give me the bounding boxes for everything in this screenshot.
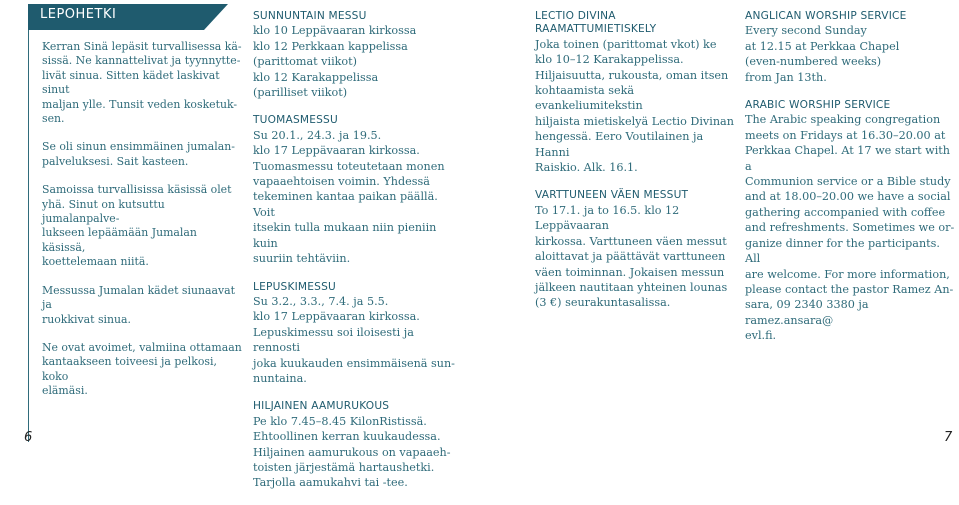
- section-heading: ARABIC WORSHIP SERVICE: [745, 99, 891, 112]
- text-line: Hiljainen aamurukous on vapaaeh-: [253, 445, 451, 459]
- section-body: [745, 112, 955, 343]
- text-line: klo 12 Karakappelissa: [253, 70, 379, 84]
- text-line: Joka toinen (parittomat vkot) ke: [535, 37, 717, 51]
- text-line: (parilliset viikot): [253, 86, 348, 100]
- text-line: sara, 09 2340 3380 ja ramez.ansara@: [745, 298, 869, 327]
- service-section: [253, 114, 463, 266]
- text-line: jälkeen nautitaan yhteinen lounas: [535, 280, 728, 294]
- text-line: klo 10 Leppävaaran kirkossa: [253, 24, 417, 38]
- text-line: kirkossa. Varttuneen väen messut: [535, 234, 727, 248]
- text-line: sissä. Ne kannattelivat ja tyynnytte-: [42, 54, 241, 68]
- text-line: toisten järjestämä hartaushetki.: [253, 460, 435, 474]
- text-line: livät sinua. Sitten kädet laskivat sinut: [42, 68, 220, 97]
- text-line: yhä. Sinut on kutsuttu jumalanpalve-: [42, 197, 165, 226]
- text-line: koettelemaan niitä.: [42, 255, 149, 269]
- section-body: [535, 37, 740, 176]
- text-line: klo 17 Leppävaaran kirkossa.: [253, 310, 420, 324]
- text-line: Raiskio. Alk. 16.1.: [535, 161, 638, 175]
- text-line: Se oli sinun ensimmäinen jumalan-: [42, 140, 235, 154]
- text-line: are welcome. For more information,: [745, 267, 950, 281]
- text-line: To 17.1. ja to 16.5. klo 12 Leppävaaran: [535, 203, 680, 233]
- text-line: The Arabic speaking congregation: [745, 113, 941, 127]
- text-line: ruokkivat sinua.: [42, 312, 131, 326]
- service-section: [253, 281, 463, 387]
- service-section: [745, 99, 955, 344]
- text-line: klo 10–12 Karakappelissa.: [535, 53, 684, 67]
- text-line: Samoissa turvallisissa käsissä olet: [42, 183, 232, 197]
- text-line: at 12.15 at Perkkaa Chapel: [745, 39, 900, 53]
- text-line: Su 20.1., 24.3. ja 19.5.: [253, 128, 382, 142]
- page-number-left: 6: [24, 430, 33, 445]
- text-line: hiljaista mietiskelyä Lectio Divinan: [535, 114, 734, 128]
- text-line: Ehtoollinen kerran kuukaudessa.: [253, 430, 441, 444]
- column-services-3: [745, 10, 955, 358]
- text-line: please contact the pastor Ramez An-: [745, 282, 954, 296]
- section-heading: HILJAINEN AAMURUKOUS: [253, 400, 390, 413]
- section-heading: LECTIO DIVINA: [535, 10, 616, 22]
- text-line: Tuomasmessu toteutetaan monen: [253, 159, 445, 173]
- text-line: itsekin tulla mukaan niin pieniin kuin: [253, 221, 437, 250]
- text-line: nuntaina.: [253, 371, 307, 385]
- text-line: evl.fi.: [745, 329, 777, 343]
- section-heading: SUNNUNTAIN MESSU: [253, 10, 367, 22]
- section-body: [253, 128, 463, 267]
- column-services-1: [253, 10, 463, 505]
- text-line: vapaaehtoisen voimin. Yhdessä: [253, 175, 430, 189]
- text-line: (even-numbered weeks): [745, 55, 882, 69]
- text-line: lukseen lepäämään Jumalan käsissä,: [42, 226, 197, 254]
- service-section: [745, 10, 955, 85]
- text-line: and at 18.00–20.00 we have a social: [745, 190, 951, 204]
- section-body: [535, 203, 740, 311]
- intro-paragraph: [42, 140, 242, 169]
- section-body: [253, 414, 463, 491]
- service-section: [253, 10, 463, 100]
- vertical-divider: [28, 30, 29, 442]
- text-line: Lepuskimessu soi iloisesti ja rennosti: [253, 325, 414, 355]
- text-line: Kerran Sinä lepäsit turvallisessa kä-: [42, 40, 242, 53]
- text-line: maljan ylle. Tunsit veden kosketuk-: [42, 97, 238, 111]
- text-line: Communion service or a Bible study: [745, 175, 951, 189]
- text-line: hengessä. Eero Voutilainen ja Hanni: [535, 130, 704, 159]
- text-line: (3 €) seurakuntasalissa.: [535, 296, 671, 310]
- text-line: Ne ovat avoimet, valmiina ottamaan: [42, 340, 242, 354]
- column-services-2: [535, 10, 740, 325]
- text-line: palveluksesi. Sait kasteen.: [42, 154, 189, 168]
- text-line: Tarjolla aamukahvi tai -tee.: [253, 476, 408, 490]
- service-section: [535, 189, 740, 310]
- text-line: kohtaamista sekä evankeliumitekstin: [535, 84, 643, 113]
- intro-paragraph: [42, 341, 242, 399]
- text-line: aloittavat ja päättävät varttuneen: [535, 250, 726, 264]
- text-line: Every second Sunday: [745, 24, 867, 38]
- text-line: Perkkaa Chapel. At 17 we start with a: [745, 144, 950, 173]
- section-body: [253, 294, 463, 386]
- text-line: Pe klo 7.45–8.45 KilonRistissä.: [253, 414, 427, 428]
- section-heading: VARTTUNEEN VÄEN MESSUT: [535, 189, 689, 202]
- text-line: and refreshments. Sometimes we or-: [745, 221, 955, 235]
- text-line: kantaakseen toiveesi ja pelkosi, koko: [42, 355, 217, 383]
- section-title: LEPOHETKI: [40, 7, 117, 22]
- section-heading: LEPUSKIMESSU: [253, 280, 336, 293]
- text-line: klo 17 Leppävaaran kirkossa.: [253, 144, 420, 158]
- text-line: Su 3.2., 3.3., 7.4. ja 5.5.: [253, 294, 389, 308]
- text-line: tekeminen kantaa paikan päällä. Voit: [253, 190, 438, 219]
- text-line: gathering accompanied with coffee: [745, 205, 946, 219]
- text-line: suuriin tehtäviin.: [253, 252, 351, 266]
- text-line: ganize dinner for the participants. All: [745, 236, 940, 266]
- text-line: (parittomat viikot): [253, 55, 358, 69]
- intro-paragraph: [42, 40, 242, 126]
- intro-paragraph: [42, 284, 242, 327]
- page-number-right: 7: [944, 430, 953, 445]
- text-line: väen toiminnan. Jokaisen messun: [535, 265, 725, 279]
- section-body: [253, 23, 463, 100]
- intro-paragraph: [42, 183, 242, 269]
- section-body: [745, 23, 955, 85]
- text-line: Hiljaisuutta, rukousta, oman itsen: [535, 68, 729, 82]
- text-line: elämäsi.: [42, 384, 88, 398]
- text-line: Messussa Jumalan kädet siunaavat ja: [42, 283, 236, 312]
- section-heading: TUOMASMESSU: [253, 114, 338, 127]
- text-line: joka kuukauden ensimmäisenä sun-: [253, 356, 455, 370]
- left-intro-text: [42, 40, 242, 413]
- text-line: from Jan 13th.: [745, 70, 827, 84]
- text-line: sen.: [42, 112, 65, 126]
- section-heading: RAAMATTUMIETISKELY: [535, 23, 657, 36]
- service-section: [535, 10, 740, 175]
- text-line: klo 12 Perkkaan kappelissa: [253, 39, 408, 53]
- section-heading: ANGLICAN WORSHIP SERVICE: [745, 10, 907, 22]
- text-line: meets on Fridays at 16.30–20.00 at: [745, 128, 946, 142]
